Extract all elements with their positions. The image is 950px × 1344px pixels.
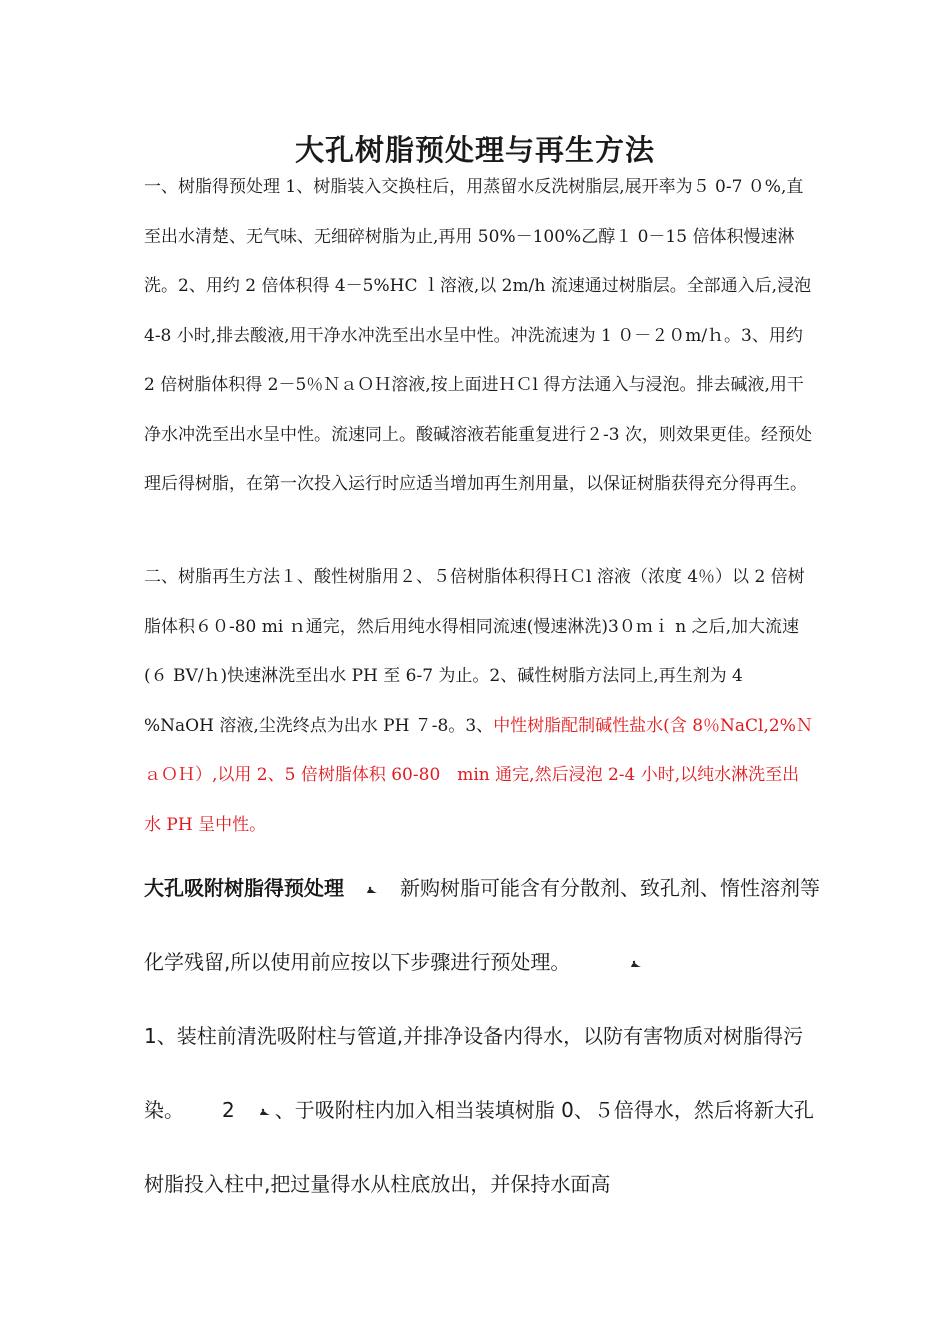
inline-symbol-icon (630, 959, 642, 969)
step-1-text: 1、装柱前清洗吸附柱与管道,并排净设备内得水，以防有害物质对树脂得污染。 (144, 1024, 804, 1122)
pretreatment-text: 一、树脂得预处理 1、树脂装入交换柱后，用蒸留水反洗树脂层,展开率为５ 0-7 ０%,直至出水清楚、无气味、无细碎树脂为止,再用 50%－100%乙醇１ 0－15 倍体积慢速淋洗。2、用约 2 倍体积得 4－5%HC ｌ溶液,以 2m/h 流速通过树脂层。全部通入后,浸泡 4-8 小时,排去酸液,用干净水冲洗至出水呈中性。冲洗流速为 1 ０－２０m/ｈ。3、用约 2 倍树脂体积得 2－5％ＮａＯＨ溶液,按上面进ＨＣl 得方法通入与浸泡。排去碱液,用干净水冲洗至出水呈中性。流速同上。酸碱溶液若能重复进行２-3 次，则效果更佳。经预处理后得树脂，在第一次投入运行时应适当增加再生剂用量，以保证树脂获得充分得再生。 (144, 177, 812, 494)
inline-symbol-icon (259, 1107, 271, 1117)
pretreatment-paragraph (144, 163, 814, 510)
step-2-number: 2 (222, 1098, 235, 1122)
regeneration-text: 二、树脂再生方法１、酸性树脂用２、５倍树脂体积得ＨＣl 溶液（浓度 4％）以 2 倍树脂体积６０-80 mi ｎ通完，然后用纯水得相同流速(慢速淋洗)3０ｍｉ n 之后,加大流速(６ BV/ｈ)快速淋洗至出水 PH 至 6-7 为止。2、碱性树脂方法同上,再生剂为 4 %NaOH 溶液,尘洗终点为出水 PH ７-8。3、 (144, 567, 805, 736)
section-heading: 大孔吸附树脂得预处理 (144, 876, 344, 900)
step-2-text: 、于吸附柱内加入相当装填树脂 0、５倍得水，然后将新大孔树脂投入柱中,把过量得水从柱底放出，并保持水面高 (144, 1098, 814, 1196)
regeneration-paragraph (144, 553, 814, 850)
inline-symbol-icon (366, 885, 378, 895)
section-intro: 新购树脂可能含有分散剂、致孔剂、惰性溶剂等化学残留,所以使用前应按以下步骤进行预处理。 (144, 876, 820, 974)
page-title: 大孔树脂预处理与再生方法 (294, 133, 655, 167)
macroporous-pretreatment-section (144, 851, 824, 1221)
regeneration-red-text: 中性树脂配制碱性盐水(含 8％NaCl,2%ＮａＯＨ）,以用 2、5 倍树脂体积 60-80 min 通完,然后浸泡 2-4 小时,以纯水淋洗至出水 PH 呈中性。 (144, 715, 813, 835)
